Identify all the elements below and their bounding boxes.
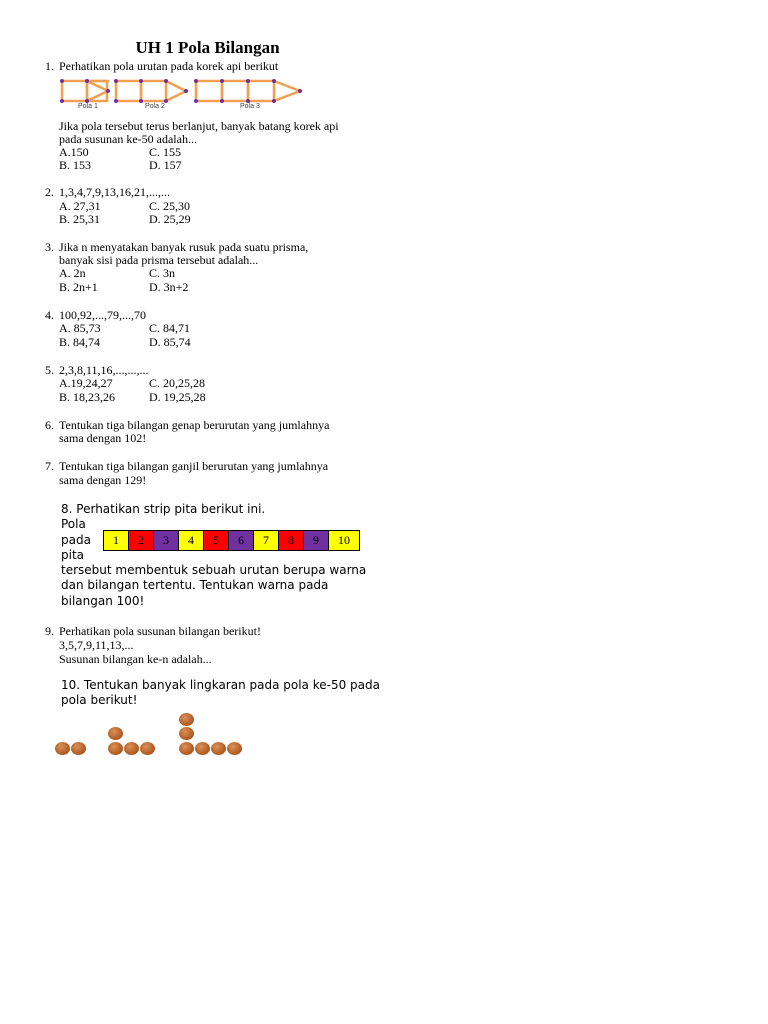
option-c: C. 3n [149,266,176,280]
circle [108,727,123,740]
question-text: 1,3,4,7,9,13,16,21,...,... [59,185,170,199]
question-text: Tentukan banyak lingkaran pada pola ke-50 pada [83,678,380,692]
option-b: B. 84,74 [59,335,101,349]
question-text: bilangan 100! [61,594,145,608]
ribbon-cell: 5 [204,531,229,550]
ribbon-strip [103,530,360,551]
circle [71,742,86,755]
question-text: pada [61,533,91,547]
question-number: 6. [45,418,54,432]
question-text: Pola [61,517,86,531]
ribbon-cell: 9 [304,531,329,550]
question-text: pada susunan ke-50 adalah... [59,132,197,146]
question-number: 7. [45,459,54,473]
question-number: 4. [45,308,54,322]
ribbon-cell: 8 [279,531,304,550]
circle [179,727,194,740]
question-number: 2. [45,185,54,199]
ribbon-cell: 2 [129,531,154,550]
ribbon-cell: 4 [179,531,204,550]
option-d: D. 3n+2 [149,280,189,294]
option-c: C. 25,30 [149,199,191,213]
option-a: A.19,24,27 [59,376,113,390]
option-a: A.150 [59,145,89,159]
page-title: UH 1 Pola Bilangan [135,38,280,57]
option-b: B. 153 [59,158,92,172]
option-b: B. 18,23,26 [59,390,116,404]
question-number: 3. [45,240,54,254]
option-c: C. 155 [149,145,182,159]
question-3 [45,240,309,254]
question-text: Tentukan tiga bilangan ganjil berurutan yang jumlahnya [59,459,329,473]
ribbon-cell: 10 [329,531,359,550]
ribbon-cell: 3 [154,531,179,550]
question-1 [45,59,279,73]
question-7 [45,459,329,473]
question-6 [45,418,330,432]
option-a: A. 27,31 [59,199,101,213]
question-number: 10. [61,678,81,692]
question-text: tersebut membentuk sebuah urutan berupa warna [61,563,367,577]
option-d: D. 25,29 [149,212,191,226]
question-10 [61,678,380,694]
circle [108,742,123,755]
question-text: Susunan bilangan ke-n adalah... [59,652,212,666]
ribbon-cell: 6 [229,531,254,550]
question-text: Perhatikan strip pita berikut ini. [76,502,266,516]
option-c: C. 20,25,28 [149,376,206,390]
circle-pattern-figure [47,708,267,764]
question-text: 3,5,7,9,11,13,... [59,638,134,652]
question-text: pola berikut! [61,693,138,707]
question-2 [45,185,170,199]
question-4 [45,308,146,322]
question-text: pita [61,548,85,562]
question-text: 2,3,8,11,16,...,...,... [59,363,149,377]
question-5 [45,363,149,377]
question-text: sama dengan 102! [59,431,147,445]
option-c: C. 84,71 [149,321,191,335]
option-d: D. 19,25,28 [149,390,206,404]
figure-label: Pola 3 [240,103,260,110]
option-d: D. 157 [149,158,182,172]
question-text: Jika pola tersebut terus berlanjut, banyak batang korek api [59,119,339,133]
circle [179,713,194,726]
question-text: sama dengan 129! [59,473,147,487]
circle [124,742,139,755]
circle [227,742,242,755]
question-9 [45,624,261,638]
option-d: D. 85,74 [149,335,191,349]
option-a: A. 2n [59,266,86,280]
question-number: 9. [45,624,54,638]
circle [179,742,194,755]
question-text: Perhatikan pola urutan pada korek api berikut [59,59,279,73]
question-text: Jika n menyatakan banyak rusuk pada suatu prisma, [59,240,309,254]
option-a: A. 85,73 [59,321,101,335]
question-text: dan bilangan tertentu. Tentukan warna pada [61,578,329,592]
circle [140,742,155,755]
question-8 [61,502,265,518]
circle [55,742,70,755]
figure-label: Pola 1 [78,103,98,110]
question-text: 100,92,...,79,...,70 [59,308,146,322]
option-b: B. 25,31 [59,212,101,226]
question-number: 8. [61,502,73,516]
question-text: banyak sisi pada prisma tersebut adalah... [59,253,259,267]
ribbon-cell: 7 [254,531,279,550]
option-b: B. 2n+1 [59,280,98,294]
ribbon-cell: 1 [104,531,129,550]
question-number: 1. [45,59,54,73]
circle [211,742,226,755]
figure-label: Pola 2 [145,103,165,110]
question-text: Tentukan tiga bilangan genap berurutan yang jumlahnya [59,418,330,432]
question-text: Perhatikan pola susunan bilangan berikut! [59,624,261,638]
question-number: 5. [45,363,54,377]
circle [195,742,210,755]
